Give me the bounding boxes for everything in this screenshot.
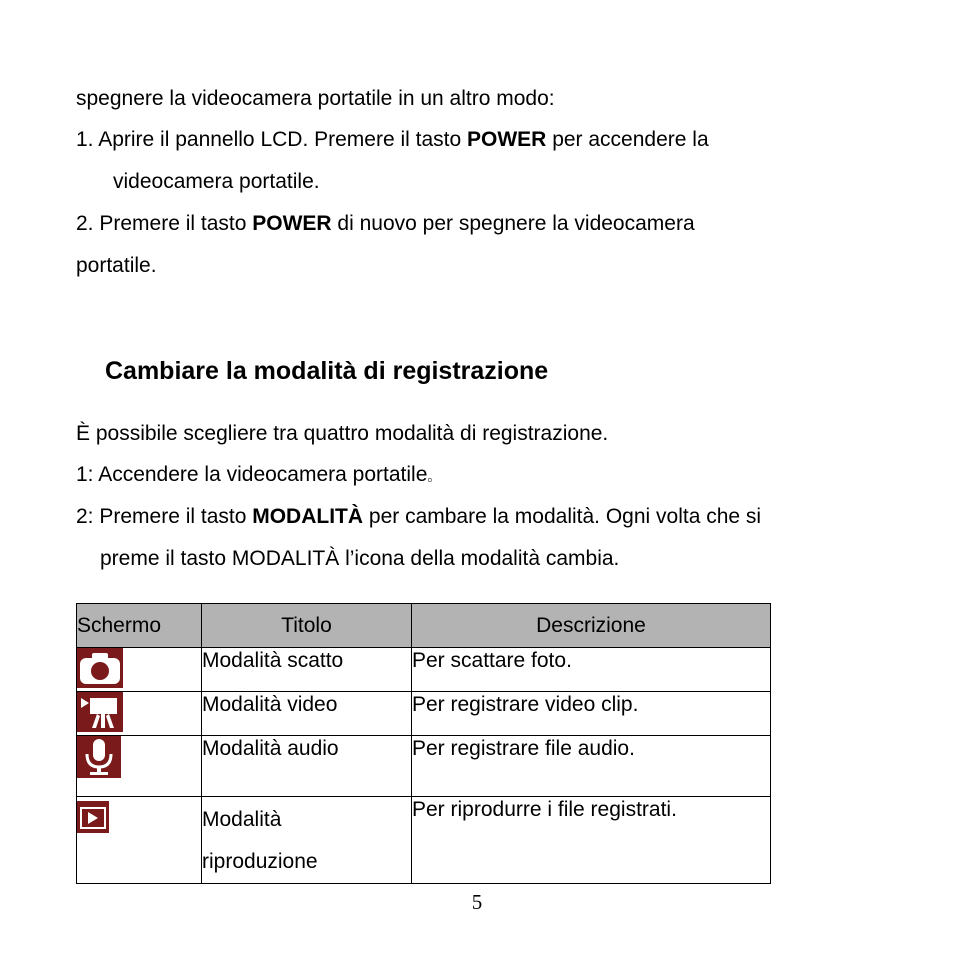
section-step-2-continued: preme il tasto MODALITÀ l’icona della modalità cambia.	[100, 547, 620, 570]
intro-step-2-continued: portatile.	[76, 254, 157, 277]
mode-icon-cell	[77, 736, 202, 797]
intro-step-1-continued: videocamera portatile.	[113, 170, 320, 193]
intro-step-2: 2. Premere il tasto POWER di nuovo per spegnere la videocamera	[76, 212, 695, 235]
header-titolo: Titolo	[202, 604, 412, 648]
mode-icon-cell	[77, 797, 202, 884]
mode-title: Modalità audio	[202, 736, 412, 797]
mode-description: Per registrare file audio.	[412, 736, 771, 797]
section-step-2: 2: Premere il tasto MODALITÀ per cambare la modalità. Ogni volta che si	[76, 505, 762, 528]
mode-icon-cell	[77, 648, 202, 692]
power-key-label: POWER	[252, 212, 332, 235]
mode-title: Modalità scatto	[202, 648, 412, 692]
mode-title: Modalità riproduzione	[202, 797, 412, 884]
table-row	[77, 692, 771, 736]
modes-table	[76, 603, 771, 884]
header-descrizione: Descrizione	[412, 604, 771, 648]
intro-step-1: 1. Aprire il pannello LCD. Premere il tasto POWER per accendere la	[76, 128, 709, 151]
table-row	[77, 736, 771, 797]
section-intro: È possibile scegliere tra quattro modalità di registrazione.	[76, 422, 609, 445]
intro-text: spegnere la videocamera portatile in un altro modo:	[76, 87, 555, 110]
table-header-row	[77, 604, 771, 648]
section-step-1: 1: Accendere la videocamera portatile。	[76, 463, 442, 486]
mode-description: Per riprodurre i file registrati.	[412, 797, 771, 884]
mode-title: Modalità video	[202, 692, 412, 736]
video-camera-icon	[77, 692, 123, 732]
table-row	[77, 648, 771, 692]
mode-key-label: MODALITÀ	[252, 505, 364, 528]
mode-description: Per scattare foto.	[412, 648, 771, 692]
table-row	[77, 797, 771, 884]
header-schermo: Schermo	[77, 604, 202, 648]
camera-icon	[77, 648, 123, 688]
section-heading: Cambiare la modalità di registrazione	[105, 357, 549, 385]
page-number: 5	[471, 890, 483, 914]
mode-description: Per registrare video clip.	[412, 692, 771, 736]
mode-icon-cell	[77, 692, 202, 736]
power-key-label: POWER	[467, 128, 547, 151]
play-icon	[77, 801, 109, 833]
microphone-icon	[77, 736, 121, 778]
